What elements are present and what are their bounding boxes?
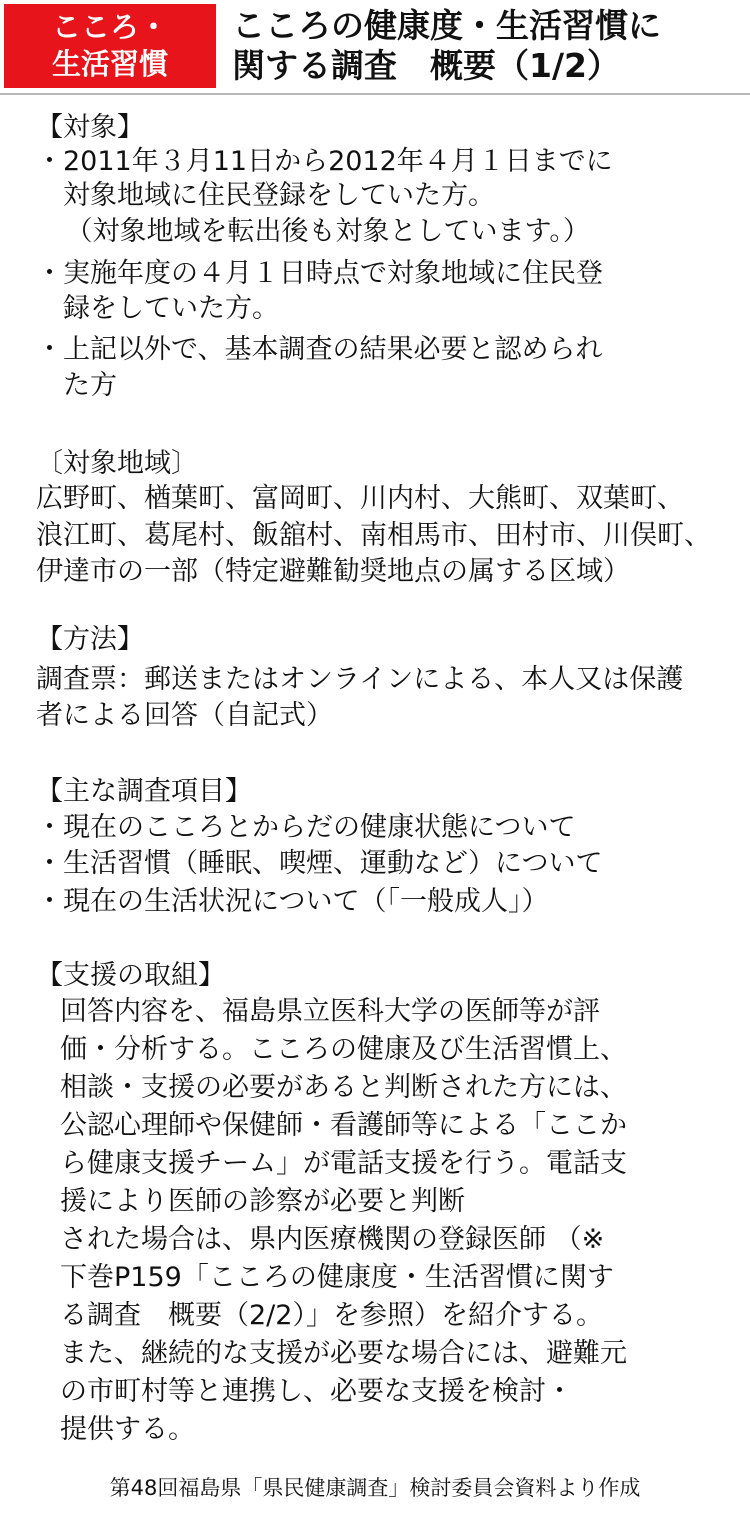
area-heading: 〔対象地域〕 <box>36 448 198 479</box>
category-tag-line-2: 生活習慣 <box>51 47 168 81</box>
items-heading: 【主な調査項目】 <box>36 776 252 807</box>
target-line: （対象地域を転出後も対象としています。） <box>52 216 590 247</box>
category-tag <box>4 4 216 88</box>
support-line: 相談・支援の必要があると判断された方には、 <box>60 1072 627 1103</box>
support-line: 価・分析する。こころの健康及び生活習慣上、 <box>60 1034 627 1065</box>
support-heading: 【支援の取組】 <box>36 960 225 991</box>
page-title-line-2: 関する調査 概要（1/2） <box>232 46 620 85</box>
method-line: 調査票：郵送またはオンラインによる、本人又は保護 <box>36 664 684 695</box>
target-line: た方 <box>36 370 117 401</box>
page-title-line-1: こころの健康度・生活習慣に <box>232 6 661 45</box>
items-line: ・生活習慣（睡眠、喫煙、運動など）について <box>36 848 603 879</box>
target-heading: 【対象】 <box>36 112 144 143</box>
method-heading: 【方法】 <box>36 624 144 655</box>
category-tag-line-1: こころ・ <box>51 10 168 44</box>
support-line: 下巻P159「こころの健康度・生活習慣に関す <box>60 1262 614 1293</box>
target-line: ・上記以外で、基本調査の結果必要と認められ <box>36 334 603 365</box>
support-line: ら健康支援チーム」が電話支援を行う。電話支 <box>60 1148 627 1179</box>
items-line: ・現在のこころとからだの健康状態について <box>36 812 576 843</box>
support-line: 公認心理師や保健師・看護師等による「ここか <box>60 1110 627 1141</box>
header-divider <box>0 93 750 95</box>
support-line: の市町村等と連携し、必要な支援を検討・ <box>60 1376 573 1407</box>
method-line: 者による回答（自記式） <box>36 700 333 731</box>
support-line: また、継続的な支援が必要な場合には、避難元 <box>60 1338 627 1369</box>
area-line: 広野町、楢葉町、富岡町、川内村、大熊町、双葉町、 <box>36 483 684 514</box>
target-line: ・実施年度の４月１日時点で対象地域に住民登 <box>36 258 603 289</box>
support-line: された場合は、県内医療機関の登録医師 （※ <box>60 1224 605 1255</box>
header <box>0 0 750 100</box>
target-line: 録をしていた方。 <box>36 293 279 324</box>
items-line: ・現在の生活状況について（「一般成人」） <box>36 886 549 917</box>
source-note: 第48回福島県「県民健康調査」検討委員会資料より作成 <box>109 1476 641 1500</box>
support-line: 援により医師の診察が必要と判断 <box>60 1186 465 1217</box>
support-line: る調査 概要（2/2）」を参照）を紹介する。 <box>60 1300 603 1331</box>
area-line: 伊達市の一部（特定避難勧奨地点の属する区域） <box>36 556 630 587</box>
support-line: 回答内容を、福島県立医科大学の医師等が評 <box>60 996 600 1027</box>
target-line: 対象地域に住民登録をしていた方。 <box>36 180 495 211</box>
target-line: ・2011年３月11日から2012年４月１日までに <box>36 146 613 177</box>
support-line: 提供する。 <box>60 1414 195 1445</box>
area-line: 浪江町、葛尾村、飯舘村、南相馬市、田村市、川俣町、 <box>36 520 711 551</box>
page-title <box>232 6 747 86</box>
